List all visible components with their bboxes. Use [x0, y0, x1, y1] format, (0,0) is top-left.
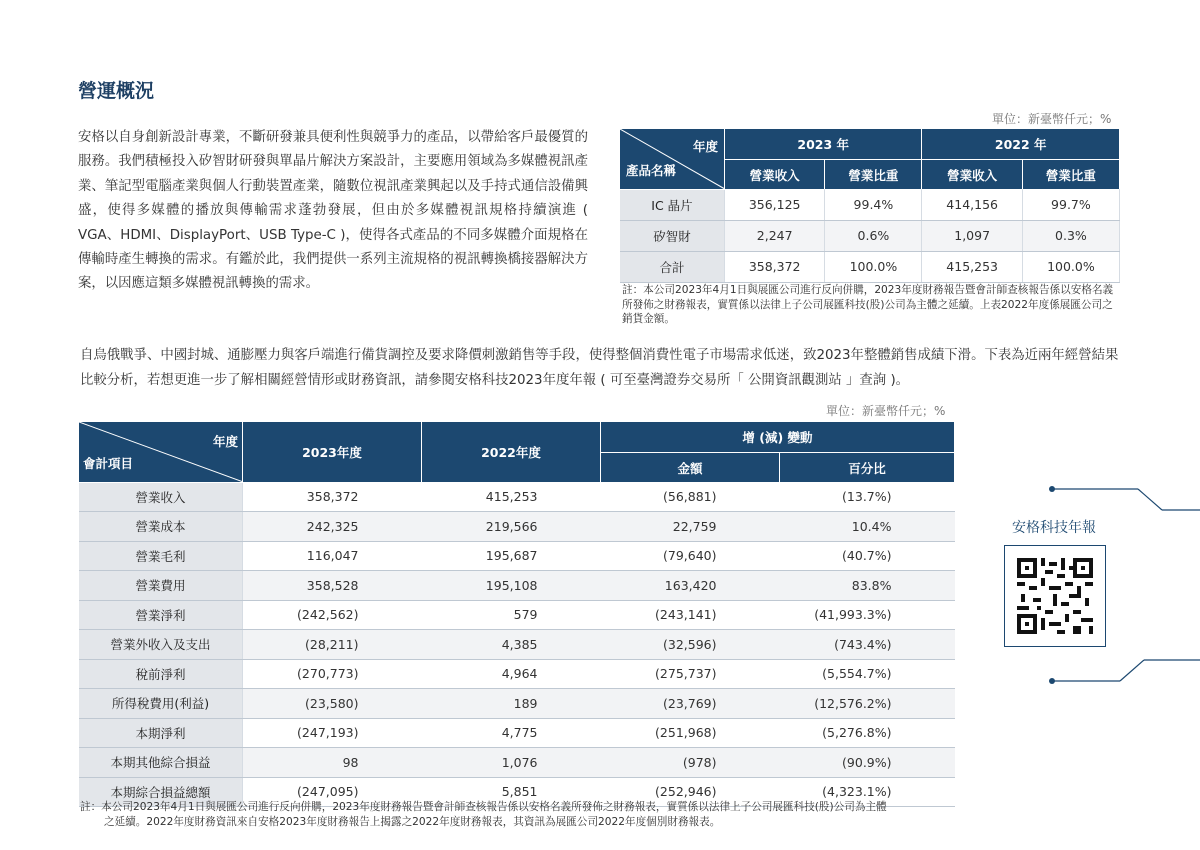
cell-2023: (247,095) — [243, 777, 422, 807]
row-label: 營業成本 — [79, 512, 243, 542]
cell-2022: 189 — [422, 689, 601, 719]
row-label: 合計 — [620, 251, 725, 282]
cell-percent: (90.9%) — [780, 748, 955, 778]
diagonal-line-icon — [79, 422, 242, 482]
row-label: 營業收入 — [79, 482, 243, 512]
cell-2022: 219,566 — [422, 512, 601, 542]
table2-note-line1: 註：本公司2023年4月1日與展匯公司進行反向併購，2023年度財務報告暨會計師查核報告係以安格名義所發佈之財務報表，實質係以法律上子公司展匯科技(股)公司為主體 — [80, 801, 887, 813]
table2-col-percent: 百分比 — [780, 453, 955, 483]
table-row — [79, 600, 955, 630]
cell-amount: (79,640) — [601, 541, 780, 571]
row-label: 本期淨利 — [79, 718, 243, 748]
cell-2022: 195,687 — [422, 541, 601, 571]
row-label: 矽智財 — [620, 220, 725, 251]
table-row — [620, 189, 1120, 220]
table-row — [79, 571, 955, 601]
table2-col-2022: 2022年度 — [422, 422, 601, 482]
table1-col-share-a: 營業比重 — [825, 160, 922, 190]
cell-2023: (270,773) — [243, 659, 422, 689]
cell: 0.6% — [825, 220, 922, 251]
cell: 99.4% — [825, 189, 922, 220]
row-label: 營業外收入及支出 — [79, 630, 243, 660]
cell-2022: 4,964 — [422, 659, 601, 689]
cell: 356,125 — [725, 189, 825, 220]
table1-note: 註：本公司2023年4月1日與展匯公司進行反向併購，2023年度財務報告暨會計師查核報告係以安格名義所發佈之財務報表，實質係以法律上子公司展匯科技(股)公司為主體之延續。上表2022年度係展匯公司之銷貨金額。 — [622, 284, 1114, 325]
table1-col-share-b: 營業比重 — [1022, 160, 1119, 190]
cell-amount: (23,769) — [601, 689, 780, 719]
table1-unit: 單位：新臺幣仟元；% — [992, 112, 1112, 126]
table-row — [79, 659, 955, 689]
row-label: 本期綜合損益總額 — [79, 777, 243, 807]
cell: 0.3% — [1022, 220, 1119, 251]
table-row — [79, 541, 955, 571]
cell-amount: 22,759 — [601, 512, 780, 542]
cell-2022: 4,775 — [422, 718, 601, 748]
table2-note — [80, 800, 960, 830]
cell-percent: (40.7%) — [780, 541, 955, 571]
table-row — [79, 630, 955, 660]
table1-col-rev-a: 營業收入 — [725, 160, 825, 190]
operating-results-table — [79, 422, 955, 807]
cell-2022: 4,385 — [422, 630, 601, 660]
cell-percent: (13.7%) — [780, 482, 955, 512]
cell-amount: 163,420 — [601, 571, 780, 601]
cell: 414,156 — [922, 189, 1022, 220]
table2-col-amount: 金額 — [601, 453, 780, 483]
cell-2022: 1,076 — [422, 748, 601, 778]
table1-year-a: 2023 年 — [725, 129, 922, 160]
middle-paragraph: 自烏俄戰爭、中國封城、通膨壓力與客戶端進行備貨調控及要求降價刺激銷售等手段，使得整個消費性電子市場需求低迷，致2023年整體銷售成績下滑。下表為近兩年經營結果比較分析，若想更進一步了解相關經營情形或財務資訊，請參閱安格科技2023年度年報 ( 可至臺灣證券交易所「 公開資訊觀測站 」查詢 )。 — [80, 348, 1119, 388]
cell-percent: (743.4%) — [780, 630, 955, 660]
cell-2022: 415,253 — [422, 482, 601, 512]
cell-amount: (56,881) — [601, 482, 780, 512]
row-label: IC 晶片 — [620, 189, 725, 220]
cell-2023: 116,047 — [243, 541, 422, 571]
table2-note-line2: 之延續。2022年度財務資訊來自安格2023年度財務報告上揭露之2022年度財務報表，其資訊為展匯公司2022年度個別財務報表。 — [104, 816, 721, 828]
table-row — [79, 482, 955, 512]
cell: 2,247 — [725, 220, 825, 251]
table1-col-rev-b: 營業收入 — [922, 160, 1022, 190]
cell-percent: (5,554.7%) — [780, 659, 955, 689]
cell-2023: 358,528 — [243, 571, 422, 601]
intro-paragraph: 安格以自身創新設計專業，不斷研發兼具便利性與競爭力的產品，以帶給客戶最優質的服務。我們積極投入矽智財研發與單晶片解決方案設計，主要應用領域為多媒體視訊產業、筆記型電腦產業與個人行動裝置產業，隨數位視訊產業興起以及手持式通信設備興盛，使得多媒體的播放與傳輸需求蓬勃發展，但由於多媒體視訊規格持續演進 ( VGA、HDMI、DisplayPort、USB Type-C )，使得各式產品的不同多媒體介面規格在傳輸時產生轉換的需求。有鑑於此，我們提供一系列主流規格的視訊轉換橋接器解決方案，以因應這類多媒體視訊轉換的需求。 — [78, 130, 588, 292]
cell-2023: 242,325 — [243, 512, 422, 542]
cell-2023: 358,372 — [243, 482, 422, 512]
table2-col-2023: 2023年度 — [243, 422, 422, 482]
cell-amount: (252,946) — [601, 777, 780, 807]
cell-2023: (28,211) — [243, 630, 422, 660]
table2-col-change: 增 (減) 變動 — [601, 422, 955, 453]
cell: 100.0% — [1022, 251, 1119, 282]
table-row — [79, 718, 955, 748]
cell: 100.0% — [825, 251, 922, 282]
cell-2023: (242,562) — [243, 600, 422, 630]
row-label: 所得稅費用(利益) — [79, 689, 243, 719]
cell: 99.7% — [1022, 189, 1119, 220]
table-row — [620, 251, 1120, 282]
table2-unit: 單位：新臺幣仟元；% — [826, 404, 946, 418]
cell: 1,097 — [922, 220, 1022, 251]
cell-percent: 10.4% — [780, 512, 955, 542]
cell-percent: 83.8% — [780, 571, 955, 601]
cell-amount: (275,737) — [601, 659, 780, 689]
cell-amount: (978) — [601, 748, 780, 778]
qr-code-icon[interactable] — [1004, 545, 1106, 647]
table-row — [79, 748, 955, 778]
table2-corner-header — [79, 422, 243, 482]
table1-year-b: 2022 年 — [922, 129, 1120, 160]
cell: 358,372 — [725, 251, 825, 282]
cell-2022: 5,851 — [422, 777, 601, 807]
row-label: 本期其他綜合損益 — [79, 748, 243, 778]
cell-percent: (4,323.1%) — [780, 777, 955, 807]
cell-amount: (32,596) — [601, 630, 780, 660]
table1-corner-header — [620, 129, 725, 189]
page-title: 營運概況 — [78, 80, 155, 102]
cell-percent: (12,576.2%) — [780, 689, 955, 719]
row-label: 營業毛利 — [79, 541, 243, 571]
cell-amount: (251,968) — [601, 718, 780, 748]
cell-amount: (243,141) — [601, 600, 780, 630]
cell-2022: 579 — [422, 600, 601, 630]
cell-percent: (5,276.8%) — [780, 718, 955, 748]
cell-2022: 195,108 — [422, 571, 601, 601]
product-revenue-table — [620, 129, 1120, 283]
table1-corner-product: 產品名稱 — [626, 162, 677, 178]
table-row — [79, 512, 955, 542]
table1-corner-year: 年度 — [692, 139, 718, 154]
table2-corner-item: 會計項目 — [83, 455, 134, 471]
row-label: 營業費用 — [79, 571, 243, 601]
cell-percent: (41,993.3%) — [780, 600, 955, 630]
annual-report-label: 安格科技年報 — [1012, 520, 1096, 536]
table2-corner-year: 年度 — [212, 434, 238, 449]
table-row — [79, 689, 955, 719]
row-label: 營業淨利 — [79, 600, 243, 630]
cell-2023: (247,193) — [243, 718, 422, 748]
row-label: 稅前淨利 — [79, 659, 243, 689]
cell: 415,253 — [922, 251, 1022, 282]
table-row — [620, 220, 1120, 251]
cell-2023: 98 — [243, 748, 422, 778]
cell-2023: (23,580) — [243, 689, 422, 719]
